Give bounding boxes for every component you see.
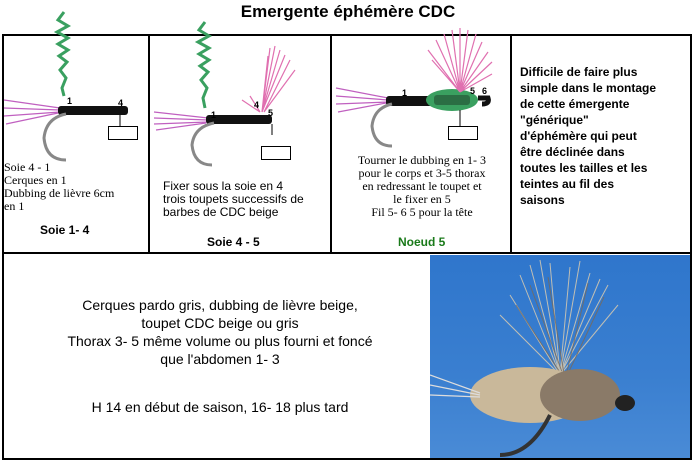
hook-illustration [332, 0, 512, 160]
position-label: 4 [118, 98, 124, 108]
position-label: 5 [470, 86, 476, 96]
bobbin-box [448, 126, 478, 140]
step-footer: Soie 4 - 5 [207, 235, 260, 249]
step-text: Soie 4 - 1 Cerques en 1 Dubbing de lièvre 6cm en 1 [4, 160, 115, 213]
recipe-text: Cerques pardo gris, dubbing de lièvre beige, toupet CDC beige ou gris Thorax 3- 5 même volume ou plus fourni et foncé que l'abdomen 1- 3 [67, 297, 373, 367]
hook-illustration [150, 0, 330, 160]
bobbin-box [261, 146, 291, 160]
step-footer: Noeud 5 [398, 235, 446, 249]
step-footer: Soie 1- 4 [40, 223, 90, 237]
position-label: 5 [268, 108, 274, 118]
hook-size-text: H 14 en début de saison, 16- 18 plus tard [91, 399, 349, 415]
position-label: 6 [482, 86, 488, 96]
notes-text: Difficile de faire plus simple dans le montage de cette émergente "générique" d'éphémère qui peut être déclinée dans toutes les tailles et les teintes au fil des saisons [520, 65, 657, 207]
position-label: 1 [211, 110, 217, 120]
position-label: 4 [254, 100, 260, 110]
position-label: 1 [67, 96, 73, 106]
page-title: Emergente éphémère CDC [240, 2, 456, 21]
divider [2, 252, 692, 254]
position-label: 1 [402, 88, 408, 98]
bobbin-box [108, 126, 138, 140]
step-text: Tourner le dubbing en 1- 3 pour le corps et 3-5 thorax en redressant le toupet et le fixer en 5 Fil 5- 6 5 pour la tête [357, 153, 487, 219]
fly-photo [430, 255, 690, 458]
step-text: Fixer sous la soie en 4 trois toupets successifs de barbes de CDC beige [163, 179, 304, 219]
